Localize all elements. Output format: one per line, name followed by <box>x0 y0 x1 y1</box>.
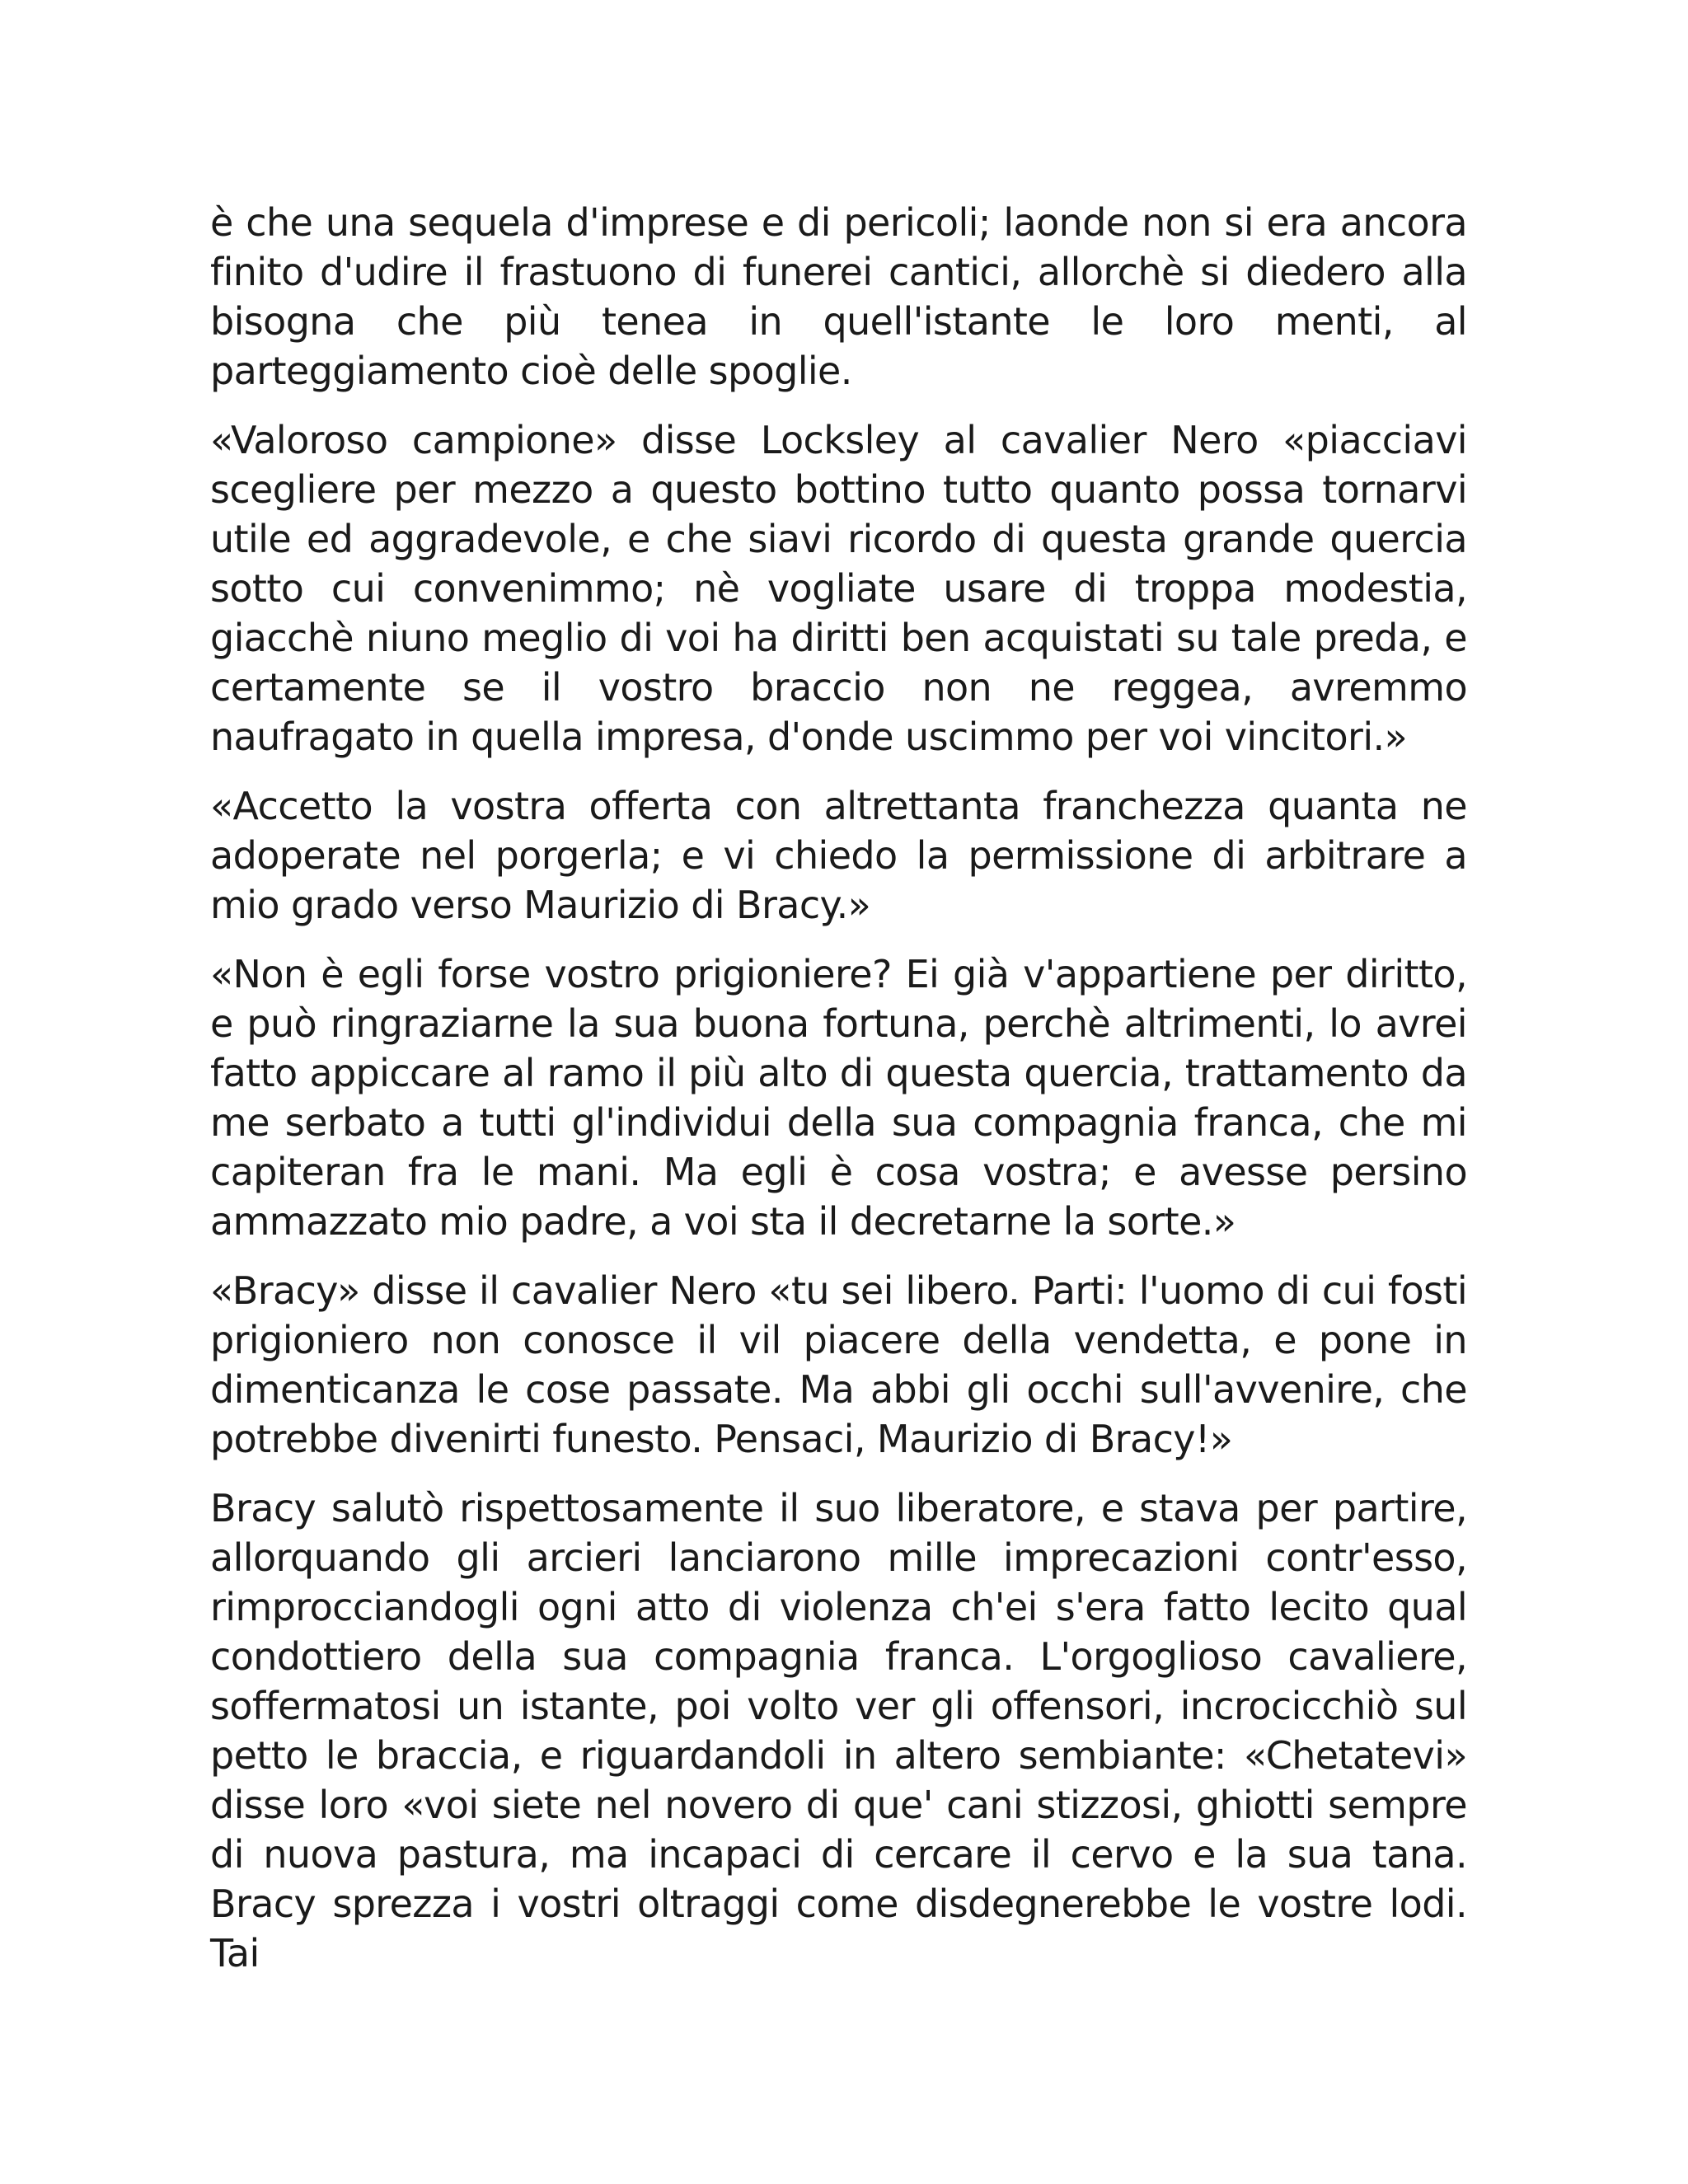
paragraph-1: è che una sequela d'imprese e di pericoli; laonde non si era ancora finito d'udire il frastuono di funerei cantici, allorchè si diedero alla bisogna che più tenea in quell'istante le loro menti, al parteggiamento cioè delle spoglie. <box>210 200 1467 393</box>
paragraph-4: «Non è egli forse vostro prigioniere? Ei già v'appartiene per diritto, e può ringraziarne la sua buona fortuna, perchè altrimenti, lo avrei fatto appiccare al ramo il più alto di questa quercia, trattamento da me serbato a tutti gl'individui della sua compagnia franca, che mi capiteran fra le mani. Ma egli è cosa vostra; e avesse persino ammazzato mio padre, a voi sta il decretarne la sorte.» <box>210 952 1467 1244</box>
paragraph-3: «Accetto la vostra offerta con altrettanta franchezza quanta ne adoperate nel porgerla; e vi chiedo la permissione di arbitrare a mio grado verso Maurizio di Bracy.» <box>210 784 1467 927</box>
document-page <box>210 198 1467 1998</box>
paragraph-6: Bracy salutò rispettosamente il suo liberatore, e stava per partire, allorquando gli arcieri lanciarono mille imprecazioni contr'esso, rimprocciandogli ogni atto di violenza ch'ei s'era fatto lecito qual condottiero della sua compagnia franca. L'orgoglioso cavaliere, soffermatosi un istante, poi volto ver gli offensori, incrocicchiò sul petto le braccia, e riguardandoli in altero sembiante: «Chetatevi» disse loro «voi siete nel novero di que' cani stizzosi, ghiotti sempre di nuova pastura, ma incapaci di cercare il cervo e la sua tana. Bracy sprezza i vostri oltraggi come disdegnerebbe le vostre lodi. Tai <box>210 1486 1467 1975</box>
paragraph-5: «Bracy» disse il cavalier Nero «tu sei libero. Parti: l'uomo di cui fosti prigioniero non conosce il vil piacere della vendetta, e pone in dimenticanza le cose passate. Ma abbi gli occhi sull'avvenire, che potrebbe divenirti funesto. Pensaci, Maurizio di Bracy!» <box>210 1268 1467 1461</box>
paragraph-2: «Valoroso campione» disse Locksley al cavalier Nero «piacciavi scegliere per mezzo a questo bottino tutto quanto possa tornarvi utile ed aggradevole, e che siavi ricordo di questa grande quercia sotto cui convenimmo; nè vogliate usare di troppa modestia, giacchè niuno meglio di voi ha diritti ben acquistati su tale preda, e certamente se il vostro braccio non ne reggea, avremmo naufragato in quella impresa, d'onde uscimmo per voi vincitori.» <box>210 418 1467 759</box>
